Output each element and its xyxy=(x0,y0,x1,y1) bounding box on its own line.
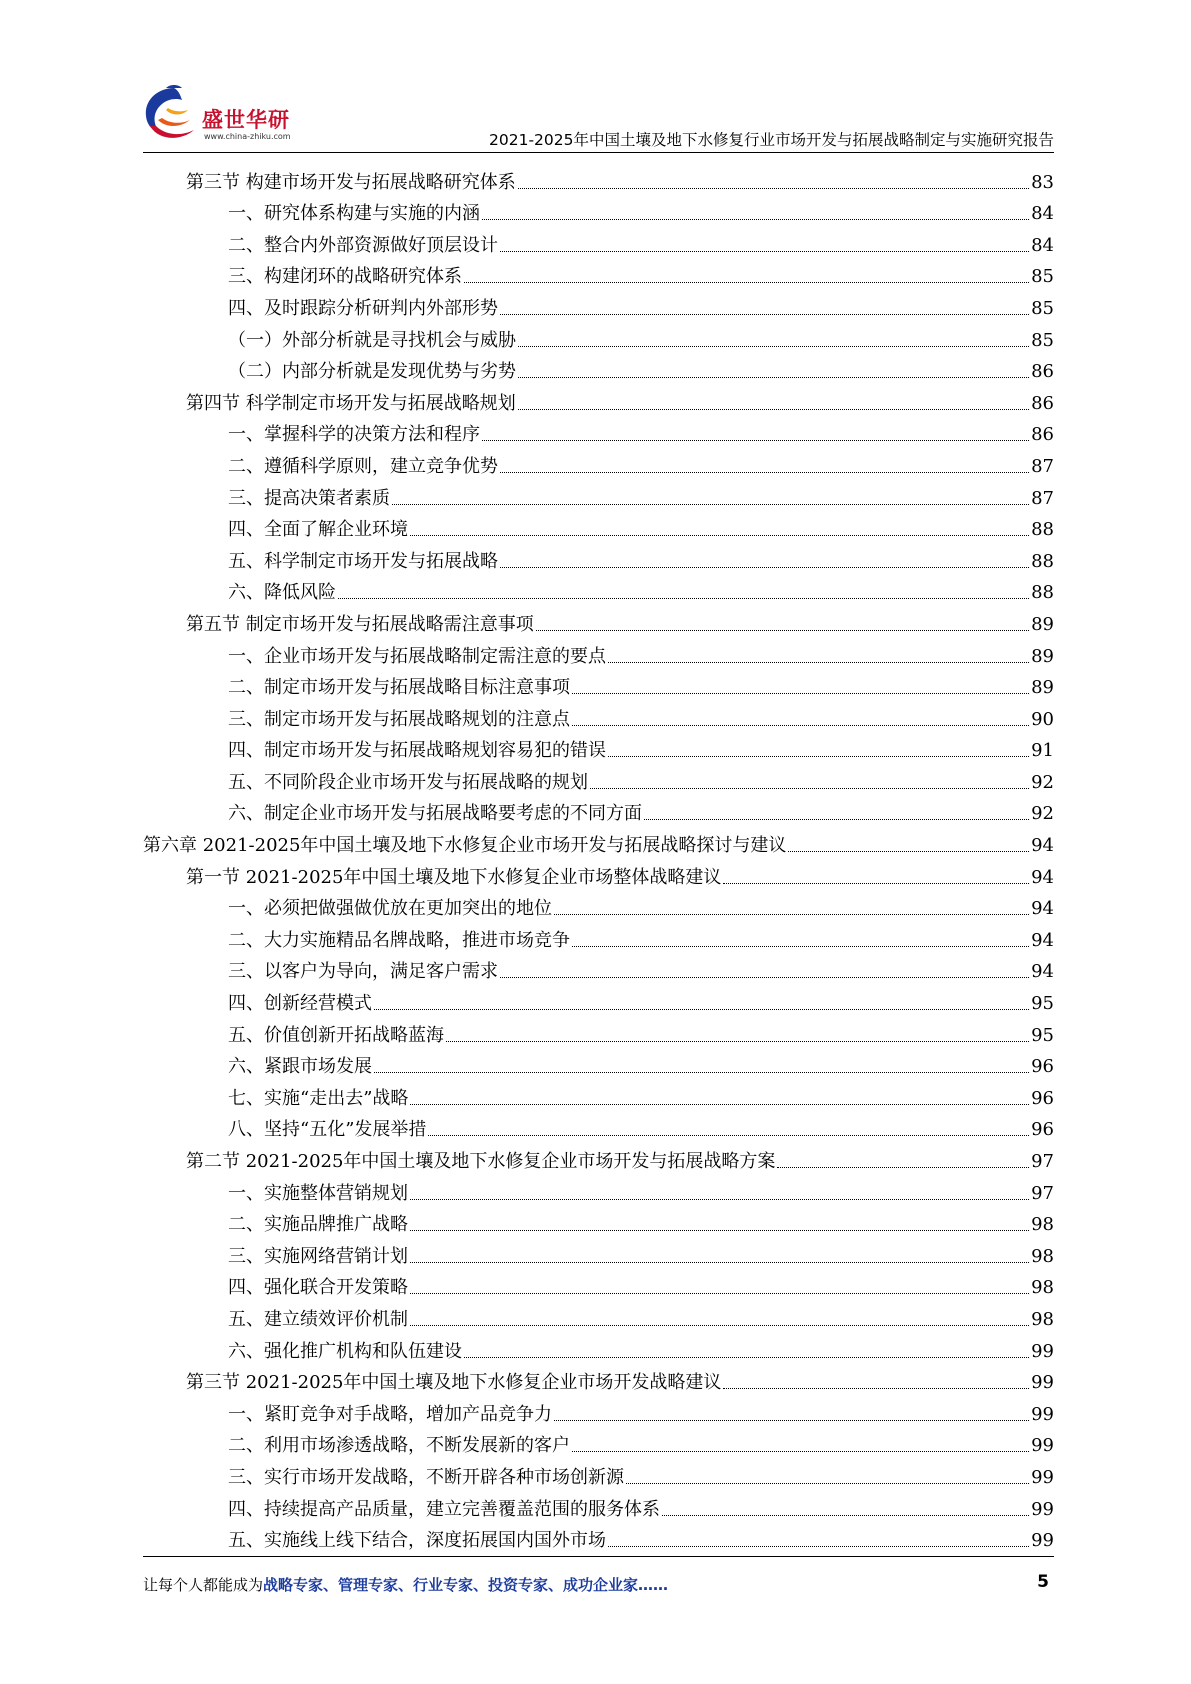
toc-entry[interactable] xyxy=(143,320,1054,352)
toc-leader-dots xyxy=(410,1262,1029,1263)
toc-entry-title: 五、建立绩效评价机制 xyxy=(228,1308,408,1330)
toc-entry[interactable] xyxy=(143,446,1054,478)
toc-entry-page: 98 xyxy=(1031,1214,1054,1236)
toc-entry-page: 97 xyxy=(1031,1182,1054,1204)
toc-entry-page: 85 xyxy=(1031,329,1054,351)
toc-entry[interactable] xyxy=(143,383,1054,415)
toc-entry-page: 94 xyxy=(1031,835,1054,857)
page-number: 5 xyxy=(1037,1572,1049,1592)
toc-entry-title: 六、紧跟市场发展 xyxy=(228,1056,372,1078)
toc-leader-dots xyxy=(500,251,1029,252)
toc-leader-dots xyxy=(608,756,1029,757)
toc-entry[interactable] xyxy=(143,762,1054,794)
company-logo xyxy=(140,82,320,144)
toc-leader-dots xyxy=(572,725,1029,726)
toc-entry[interactable] xyxy=(143,1141,1054,1173)
toc-leader-dots xyxy=(590,788,1029,789)
toc-entry-page: 89 xyxy=(1031,613,1054,635)
toc-entry-page: 85 xyxy=(1031,266,1054,288)
toc-entry-title: 四、及时跟踪分析研判内外部形势 xyxy=(228,297,498,319)
toc-leader-dots xyxy=(518,377,1029,378)
toc-entry-page: 94 xyxy=(1031,898,1054,920)
toc-entry[interactable] xyxy=(143,1394,1054,1426)
toc-entry-title: 三、制定市场开发与拓展战略规划的注意点 xyxy=(228,708,570,730)
logo-swoosh-icon xyxy=(140,82,204,144)
toc-entry[interactable] xyxy=(143,604,1054,636)
toc-entry[interactable] xyxy=(143,1331,1054,1363)
toc-entry-page: 96 xyxy=(1031,1056,1054,1078)
toc-entry-title: （二）内部分析就是发现优势与劣势 xyxy=(228,361,516,383)
toc-entry[interactable] xyxy=(143,1173,1054,1205)
slogan-highlight: 战略专家、管理专家、行业专家、投资专家、成功企业家…… xyxy=(263,1576,669,1594)
toc-entry[interactable] xyxy=(143,920,1054,952)
toc-entry-page: 95 xyxy=(1031,1024,1054,1046)
toc-entry-title: 四、强化联合开发策略 xyxy=(228,1277,408,1299)
toc-entry-title: 第三节 2021-2025年中国土壤及地下水修复企业市场开发战略建议 xyxy=(186,1372,722,1394)
footer-slogan xyxy=(143,1574,668,1595)
toc-entry-title: 二、利用市场渗透战略，不断发展新的客户 xyxy=(228,1435,570,1457)
toc-entry[interactable] xyxy=(143,1015,1054,1047)
toc-entry[interactable] xyxy=(143,952,1054,984)
table-of-contents xyxy=(143,162,1054,1552)
toc-entry-title: 三、实行市场开发战略，不断开辟各种市场创新源 xyxy=(228,1466,624,1488)
toc-entry-page: 99 xyxy=(1031,1403,1054,1425)
toc-leader-dots xyxy=(518,409,1029,410)
toc-entry-title: 五、实施线上线下结合，深度拓展国内国外市场 xyxy=(228,1530,606,1552)
toc-entry-title: 第一节 2021-2025年中国土壤及地下水修复企业市场整体战略建议 xyxy=(186,866,722,888)
toc-entry-page: 99 xyxy=(1031,1466,1054,1488)
toc-entry-title: 三、提高决策者素质 xyxy=(228,487,390,509)
toc-entry-page: 94 xyxy=(1031,961,1054,983)
toc-entry[interactable] xyxy=(143,288,1054,320)
toc-entry-page: 88 xyxy=(1031,519,1054,541)
toc-entry-page: 86 xyxy=(1031,424,1054,446)
toc-entry-title: 一、必须把做强做优放在更加突出的地位 xyxy=(228,898,552,920)
toc-entry-page: 95 xyxy=(1031,993,1054,1015)
toc-entry-page: 84 xyxy=(1031,203,1054,225)
toc-entry[interactable] xyxy=(143,352,1054,384)
toc-leader-dots xyxy=(464,1357,1029,1358)
toc-entry[interactable] xyxy=(143,1236,1054,1268)
toc-leader-dots xyxy=(777,1167,1029,1168)
toc-entry-page: 99 xyxy=(1031,1372,1054,1394)
toc-entry-page: 85 xyxy=(1031,297,1054,319)
toc-entry[interactable] xyxy=(143,1078,1054,1110)
toc-entry[interactable] xyxy=(143,1268,1054,1300)
toc-leader-dots xyxy=(536,630,1029,631)
toc-entry-page: 98 xyxy=(1031,1277,1054,1299)
toc-entry-page: 96 xyxy=(1031,1119,1054,1141)
toc-leader-dots xyxy=(446,1041,1029,1042)
toc-entry-title: 三、以客户为导向，满足客户需求 xyxy=(228,961,498,983)
toc-leader-dots xyxy=(723,883,1029,884)
toc-entry-page: 89 xyxy=(1031,677,1054,699)
toc-entry[interactable] xyxy=(143,699,1054,731)
toc-entry-page: 99 xyxy=(1031,1498,1054,1520)
toc-entry[interactable] xyxy=(143,1363,1054,1395)
toc-entry-title: 二、实施品牌推广战略 xyxy=(228,1214,408,1236)
toc-leader-dots xyxy=(410,1325,1029,1326)
toc-leader-dots xyxy=(644,819,1029,820)
toc-entry[interactable] xyxy=(143,257,1054,289)
toc-leader-dots xyxy=(410,1293,1029,1294)
toc-entry[interactable] xyxy=(143,983,1054,1015)
toc-entry[interactable] xyxy=(143,225,1054,257)
toc-entry-page: 94 xyxy=(1031,866,1054,888)
toc-entry-title: 第四节 科学制定市场开发与拓展战略规划 xyxy=(186,392,516,414)
toc-entry[interactable] xyxy=(143,825,1054,857)
toc-entry-title: 四、持续提高产品质量，建立完善覆盖范围的服务体系 xyxy=(228,1498,660,1520)
toc-entry[interactable] xyxy=(143,510,1054,542)
toc-leader-dots xyxy=(410,1199,1029,1200)
header-divider xyxy=(143,152,1054,153)
toc-entry-page: 90 xyxy=(1031,708,1054,730)
toc-leader-dots xyxy=(500,567,1029,568)
toc-leader-dots xyxy=(500,977,1029,978)
toc-entry-title: 三、构建闭环的战略研究体系 xyxy=(228,266,462,288)
toc-entry-page: 92 xyxy=(1031,771,1054,793)
toc-entry-title: 第三节 构建市场开发与拓展战略研究体系 xyxy=(186,171,516,193)
toc-entry[interactable] xyxy=(143,1457,1054,1489)
toc-leader-dots xyxy=(374,1009,1029,1010)
toc-entry-title: （一）外部分析就是寻找机会与威胁 xyxy=(228,329,516,351)
toc-entry[interactable] xyxy=(143,1110,1054,1142)
toc-leader-dots xyxy=(572,946,1029,947)
toc-leader-dots xyxy=(500,472,1029,473)
toc-entry[interactable] xyxy=(143,794,1054,826)
toc-leader-dots xyxy=(410,1104,1029,1105)
document-title: 2021-2025年中国土壤及地下水修复行业市场开发与拓展战略制定与实施研究报告 xyxy=(489,131,1054,149)
toc-entry-title: 五、价值创新开拓战略蓝海 xyxy=(228,1024,444,1046)
toc-entry[interactable] xyxy=(143,194,1054,226)
toc-entry-title: 一、企业市场开发与拓展战略制定需注意的要点 xyxy=(228,645,606,667)
toc-leader-dots xyxy=(482,440,1029,441)
toc-leader-dots xyxy=(554,914,1029,915)
toc-entry-title: 四、制定市场开发与拓展战略规划容易犯的错误 xyxy=(228,740,606,762)
toc-entry[interactable] xyxy=(143,415,1054,447)
toc-entry-title: 八、坚持“五化”发展举措 xyxy=(228,1119,427,1141)
toc-entry-page: 84 xyxy=(1031,234,1054,256)
toc-leader-dots xyxy=(626,1483,1029,1484)
brand-url: www.china-zhiku.com xyxy=(204,132,291,141)
toc-leader-dots xyxy=(482,219,1029,220)
toc-entry-page: 83 xyxy=(1031,171,1054,193)
toc-leader-dots xyxy=(572,693,1029,694)
toc-entry-title: 五、不同阶段企业市场开发与拓展战略的规划 xyxy=(228,771,588,793)
toc-entry[interactable] xyxy=(143,668,1054,700)
toc-entry[interactable] xyxy=(143,162,1054,194)
toc-entry-page: 87 xyxy=(1031,455,1054,477)
toc-entry-page: 96 xyxy=(1031,1087,1054,1109)
toc-leader-dots xyxy=(554,1420,1029,1421)
toc-entry-title: 二、大力实施精品名牌战略，推进市场竞争 xyxy=(228,929,570,951)
toc-entry[interactable] xyxy=(143,1205,1054,1237)
toc-entry-title: 第二节 2021-2025年中国土壤及地下水修复企业市场开发与拓展战略方案 xyxy=(186,1151,776,1172)
toc-entry-page: 92 xyxy=(1031,803,1054,825)
toc-entry[interactable] xyxy=(143,889,1054,921)
slogan-prefix: 让每个人都能成为 xyxy=(143,1576,264,1594)
toc-leader-dots xyxy=(500,314,1029,315)
toc-entry-title: 三、实施网络营销计划 xyxy=(228,1245,408,1267)
toc-entry-title: 一、紧盯竞争对手战略，增加产品竞争力 xyxy=(228,1403,552,1425)
toc-entry-page: 94 xyxy=(1031,929,1054,951)
toc-entry[interactable] xyxy=(143,541,1054,573)
brand-name: 盛世华研 xyxy=(202,108,290,132)
toc-entry-page: 89 xyxy=(1031,645,1054,667)
toc-entry[interactable] xyxy=(143,1299,1054,1331)
toc-leader-dots xyxy=(608,662,1029,663)
toc-leader-dots xyxy=(410,1230,1029,1231)
toc-leader-dots xyxy=(723,1388,1029,1389)
toc-leader-dots xyxy=(338,598,1029,599)
toc-entry-page: 91 xyxy=(1031,740,1054,762)
toc-entry-title: 六、制定企业市场开发与拓展战略要考虑的不同方面 xyxy=(228,803,642,825)
toc-entry[interactable] xyxy=(143,1047,1054,1079)
toc-entry[interactable] xyxy=(143,1489,1054,1521)
toc-entry-page: 99 xyxy=(1031,1530,1054,1552)
toc-entry-title: 一、掌握科学的决策方法和程序 xyxy=(228,424,480,446)
toc-entry-title: 七、实施“走出去”战略 xyxy=(228,1087,409,1109)
toc-entry-title: 一、实施整体营销规划 xyxy=(228,1182,408,1204)
toc-leader-dots xyxy=(662,1515,1029,1516)
toc-leader-dots xyxy=(608,1546,1029,1547)
toc-entry[interactable] xyxy=(143,1426,1054,1458)
toc-entry[interactable] xyxy=(143,573,1054,605)
toc-leader-dots xyxy=(464,282,1029,283)
toc-leader-dots xyxy=(518,346,1029,347)
toc-entry-page: 86 xyxy=(1031,392,1054,414)
toc-entry-title: 第五节 制定市场开发与拓展战略需注意事项 xyxy=(186,613,534,635)
toc-entry-title: 二、整合内外部资源做好顶层设计 xyxy=(228,234,498,256)
toc-entry-page: 98 xyxy=(1031,1308,1054,1330)
toc-leader-dots xyxy=(410,535,1029,536)
toc-leader-dots xyxy=(788,851,1029,852)
toc-leader-dots xyxy=(374,1072,1029,1073)
toc-entry-title: 二、遵循科学原则，建立竞争优势 xyxy=(228,455,498,477)
toc-entry[interactable] xyxy=(143,731,1054,763)
toc-entry-title: 六、降低风险 xyxy=(228,582,336,604)
toc-entry-page: 99 xyxy=(1031,1340,1054,1362)
toc-entry-page: 97 xyxy=(1031,1151,1054,1172)
toc-entry-page: 88 xyxy=(1031,550,1054,572)
toc-entry-title: 四、全面了解企业环境 xyxy=(228,519,408,541)
toc-entry-title: 二、制定市场开发与拓展战略目标注意事项 xyxy=(228,677,570,699)
toc-entry-title: 四、创新经营模式 xyxy=(228,993,372,1015)
toc-entry-page: 86 xyxy=(1031,361,1054,383)
toc-leader-dots xyxy=(428,1135,1029,1136)
footer-divider xyxy=(143,1556,1054,1557)
toc-entry-title: 五、科学制定市场开发与拓展战略 xyxy=(228,550,498,572)
toc-entry-title: 一、研究体系构建与实施的内涵 xyxy=(228,203,480,225)
toc-leader-dots xyxy=(572,1451,1029,1452)
toc-entry[interactable] xyxy=(143,478,1054,510)
toc-entry-page: 88 xyxy=(1031,582,1054,604)
toc-entry-title: 第六章 2021-2025年中国土壤及地下水修复企业市场开发与拓展战略探讨与建议 xyxy=(143,835,787,857)
toc-entry-title: 六、强化推广机构和队伍建设 xyxy=(228,1340,462,1362)
toc-leader-dots xyxy=(392,504,1029,505)
toc-entry[interactable] xyxy=(143,857,1054,889)
toc-entry-page: 99 xyxy=(1031,1435,1054,1457)
toc-entry[interactable] xyxy=(143,636,1054,668)
toc-entry[interactable] xyxy=(143,1521,1054,1553)
toc-entry-page: 98 xyxy=(1031,1245,1054,1267)
toc-entry-page: 87 xyxy=(1031,487,1054,509)
toc-leader-dots xyxy=(518,188,1029,189)
